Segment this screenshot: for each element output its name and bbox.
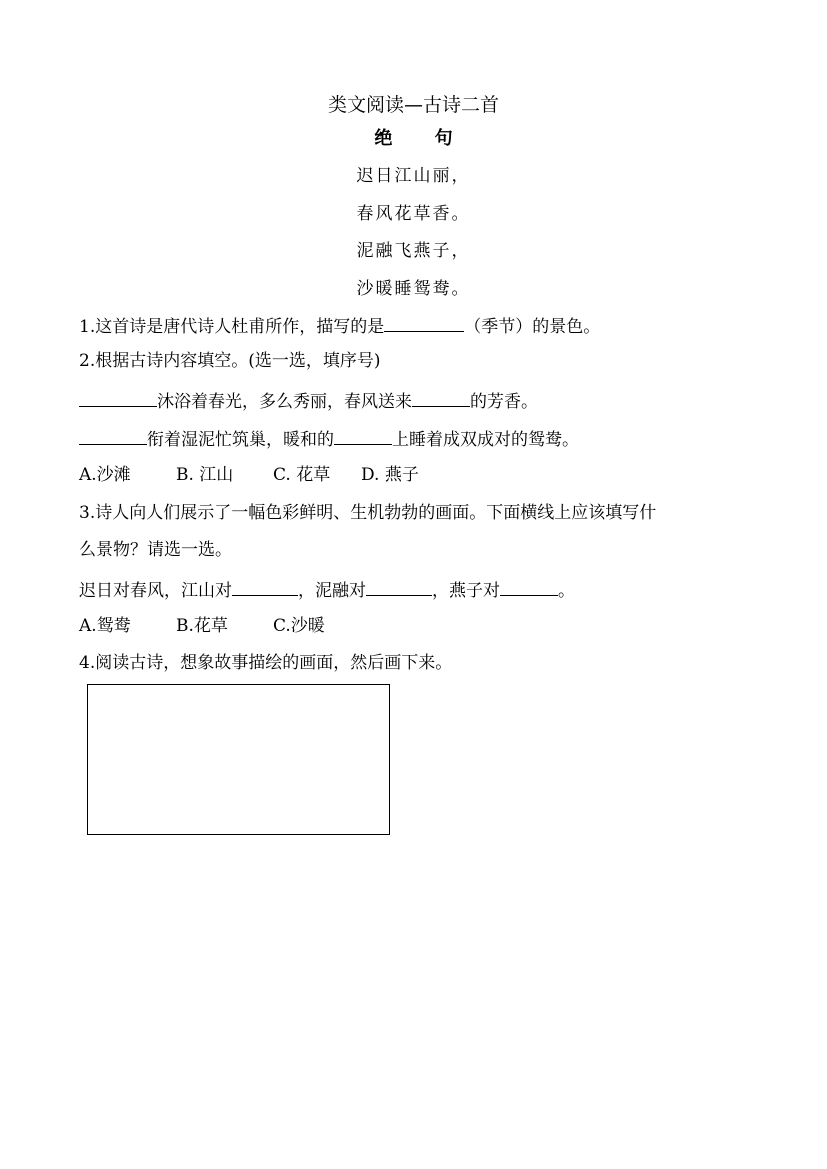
drawing-box[interactable] (87, 684, 390, 835)
q2-line-1-text-b: 的芳香。 (470, 392, 538, 412)
poem-line-4: 沙暖睡鸳鸯。 (356, 279, 471, 299)
poem-title: 绝 句 (374, 128, 471, 149)
q2-option-a: A.沙滩 (79, 465, 131, 485)
page-title: 类文阅读—古诗二首 (327, 94, 499, 116)
question-3-fill-line (79, 577, 575, 602)
q2-blank-4[interactable] (334, 426, 392, 445)
question-1-text-before: 1.这首诗是唐代诗人杜甫所作，描写的是 (79, 317, 385, 337)
question-1-text-after: （季节）的景色。 (464, 317, 601, 337)
q3-blank-1[interactable] (232, 577, 298, 596)
q2-option-b: B. 江山 (176, 465, 234, 485)
poem-line-1: 迟日江山丽， (356, 166, 471, 186)
q3-text-c: ，燕子对 (432, 581, 500, 601)
question-2-line-2 (79, 426, 579, 451)
q3-blank-3[interactable] (500, 577, 558, 596)
question-1 (79, 313, 600, 338)
q3-option-a: A.鸳鸯 (79, 616, 131, 636)
q2-line-2-text-a: 衔着湿泥忙筑巢，暖和的 (147, 430, 334, 450)
question-4-prompt: 4.阅读古诗，想象故事描绘的画面，然后画下来。 (79, 653, 453, 673)
q3-text-a: 迟日对春风，江山对 (79, 581, 232, 601)
question-2-options (79, 464, 419, 486)
q3-text-d: 。 (558, 581, 575, 601)
question-3-prompt-line-2: 么景物？请选一选。 (79, 540, 232, 560)
q2-line-2-text-b: 上睡着成双成对的鸳鸯。 (392, 430, 579, 450)
q2-option-c: C. 花草 (273, 465, 331, 485)
poem-line-3: 泥融飞燕子， (356, 241, 471, 261)
q2-line-1-text-a: 沐浴着春光，多么秀丽，春风送来 (157, 392, 412, 412)
q3-text-b: ，泥融对 (298, 581, 366, 601)
question-3-prompt-line-1: 3.诗人向人们展示了一幅色彩鲜明、生机勃勃的画面。下面横线上应该填写什 (79, 503, 657, 523)
question-3-options (79, 615, 325, 637)
poem-line-2: 春风花草香。 (356, 204, 471, 224)
season-blank[interactable] (384, 313, 464, 332)
question-2-line-1 (79, 388, 538, 413)
q2-blank-3[interactable] (79, 426, 147, 445)
q3-option-c: C.沙暖 (273, 616, 325, 636)
q3-option-b: B.花草 (176, 616, 228, 636)
q3-blank-2[interactable] (366, 577, 432, 596)
q2-blank-2[interactable] (412, 388, 470, 407)
q2-blank-1[interactable] (79, 388, 157, 407)
q2-option-d: D. 燕子 (361, 465, 419, 485)
question-2-prompt: 2.根据古诗内容填空。(选一选，填序号) (79, 351, 381, 371)
